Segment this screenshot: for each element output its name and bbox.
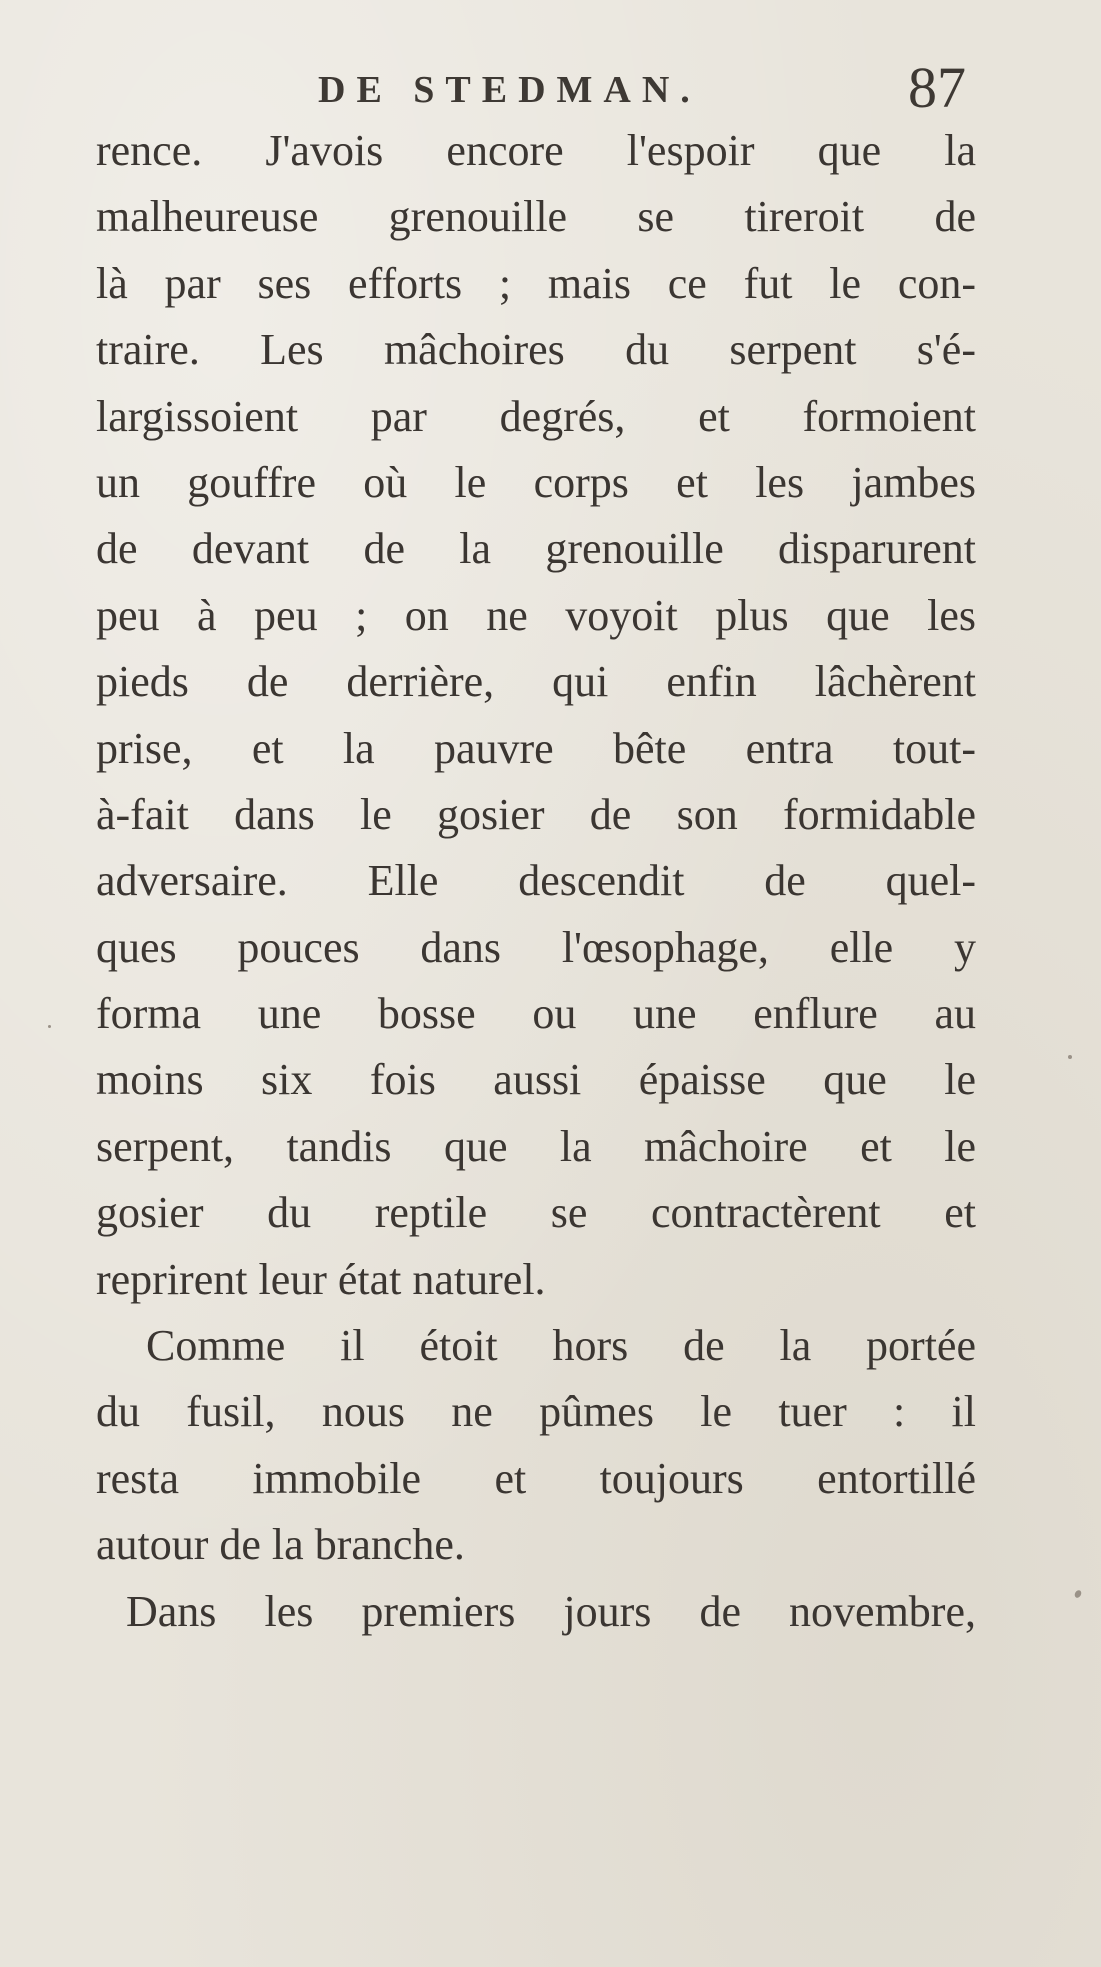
text-line: resta immobile et toujours entortillé [96, 1453, 976, 1503]
text-line: du fusil, nous ne pûmes le tuer : il [96, 1387, 976, 1437]
text-line: largissoient par degrés, et formoient [96, 391, 976, 441]
text-line: un gouffre où le corps et les jambes [96, 457, 976, 507]
paragraph-end-line: reprirent leur état naturel. [96, 1254, 546, 1304]
paragraph-start-line: Comme il étoit hors de la portée [146, 1321, 976, 1371]
text-line: de devant de la grenouille disparurent [96, 524, 976, 574]
paragraph-end-line: autour de la branche. [96, 1520, 465, 1570]
paper-speck [48, 1025, 51, 1028]
text-line: pieds de derrière, qui enfin lâchèrent [96, 657, 976, 707]
text-line: peu à peu ; on ne voyoit plus que les [96, 590, 976, 640]
text-line: adversaire. Elle descendit de quel- [96, 856, 976, 906]
text-line: gosier du reptile se contractèrent et [96, 1188, 976, 1238]
paper-speck [1073, 1589, 1082, 1599]
page-number: 87 [908, 55, 966, 120]
paper-speck [1068, 1055, 1072, 1059]
text-line: prise, et la pauvre bête entra tout- [96, 723, 976, 773]
running-title: DE STEDMAN. [318, 69, 701, 111]
text-line: ques pouces dans l'œsophage, elle y [96, 922, 976, 972]
text-line: moins six fois aussi épaisse que le [96, 1055, 976, 1105]
text-line: à-fait dans le gosier de son formidable [96, 789, 976, 839]
text-line: serpent, tandis que la mâchoire et le [96, 1121, 976, 1171]
text-line: là par ses efforts ; mais ce fut le con- [96, 258, 976, 308]
body-text [96, 118, 976, 1645]
text-line: rence. J'avois encore l'espoir que la [96, 126, 976, 175]
running-head [0, 55, 1101, 122]
text-line: forma une bosse ou une enflure au [96, 989, 976, 1039]
text-line: traire. Les mâchoires du serpent s'é- [96, 325, 976, 375]
paragraph-start-line: Dans les premiers jours de novembre, [126, 1586, 976, 1636]
text-line: malheureuse grenouille se tireroit de [96, 192, 976, 242]
